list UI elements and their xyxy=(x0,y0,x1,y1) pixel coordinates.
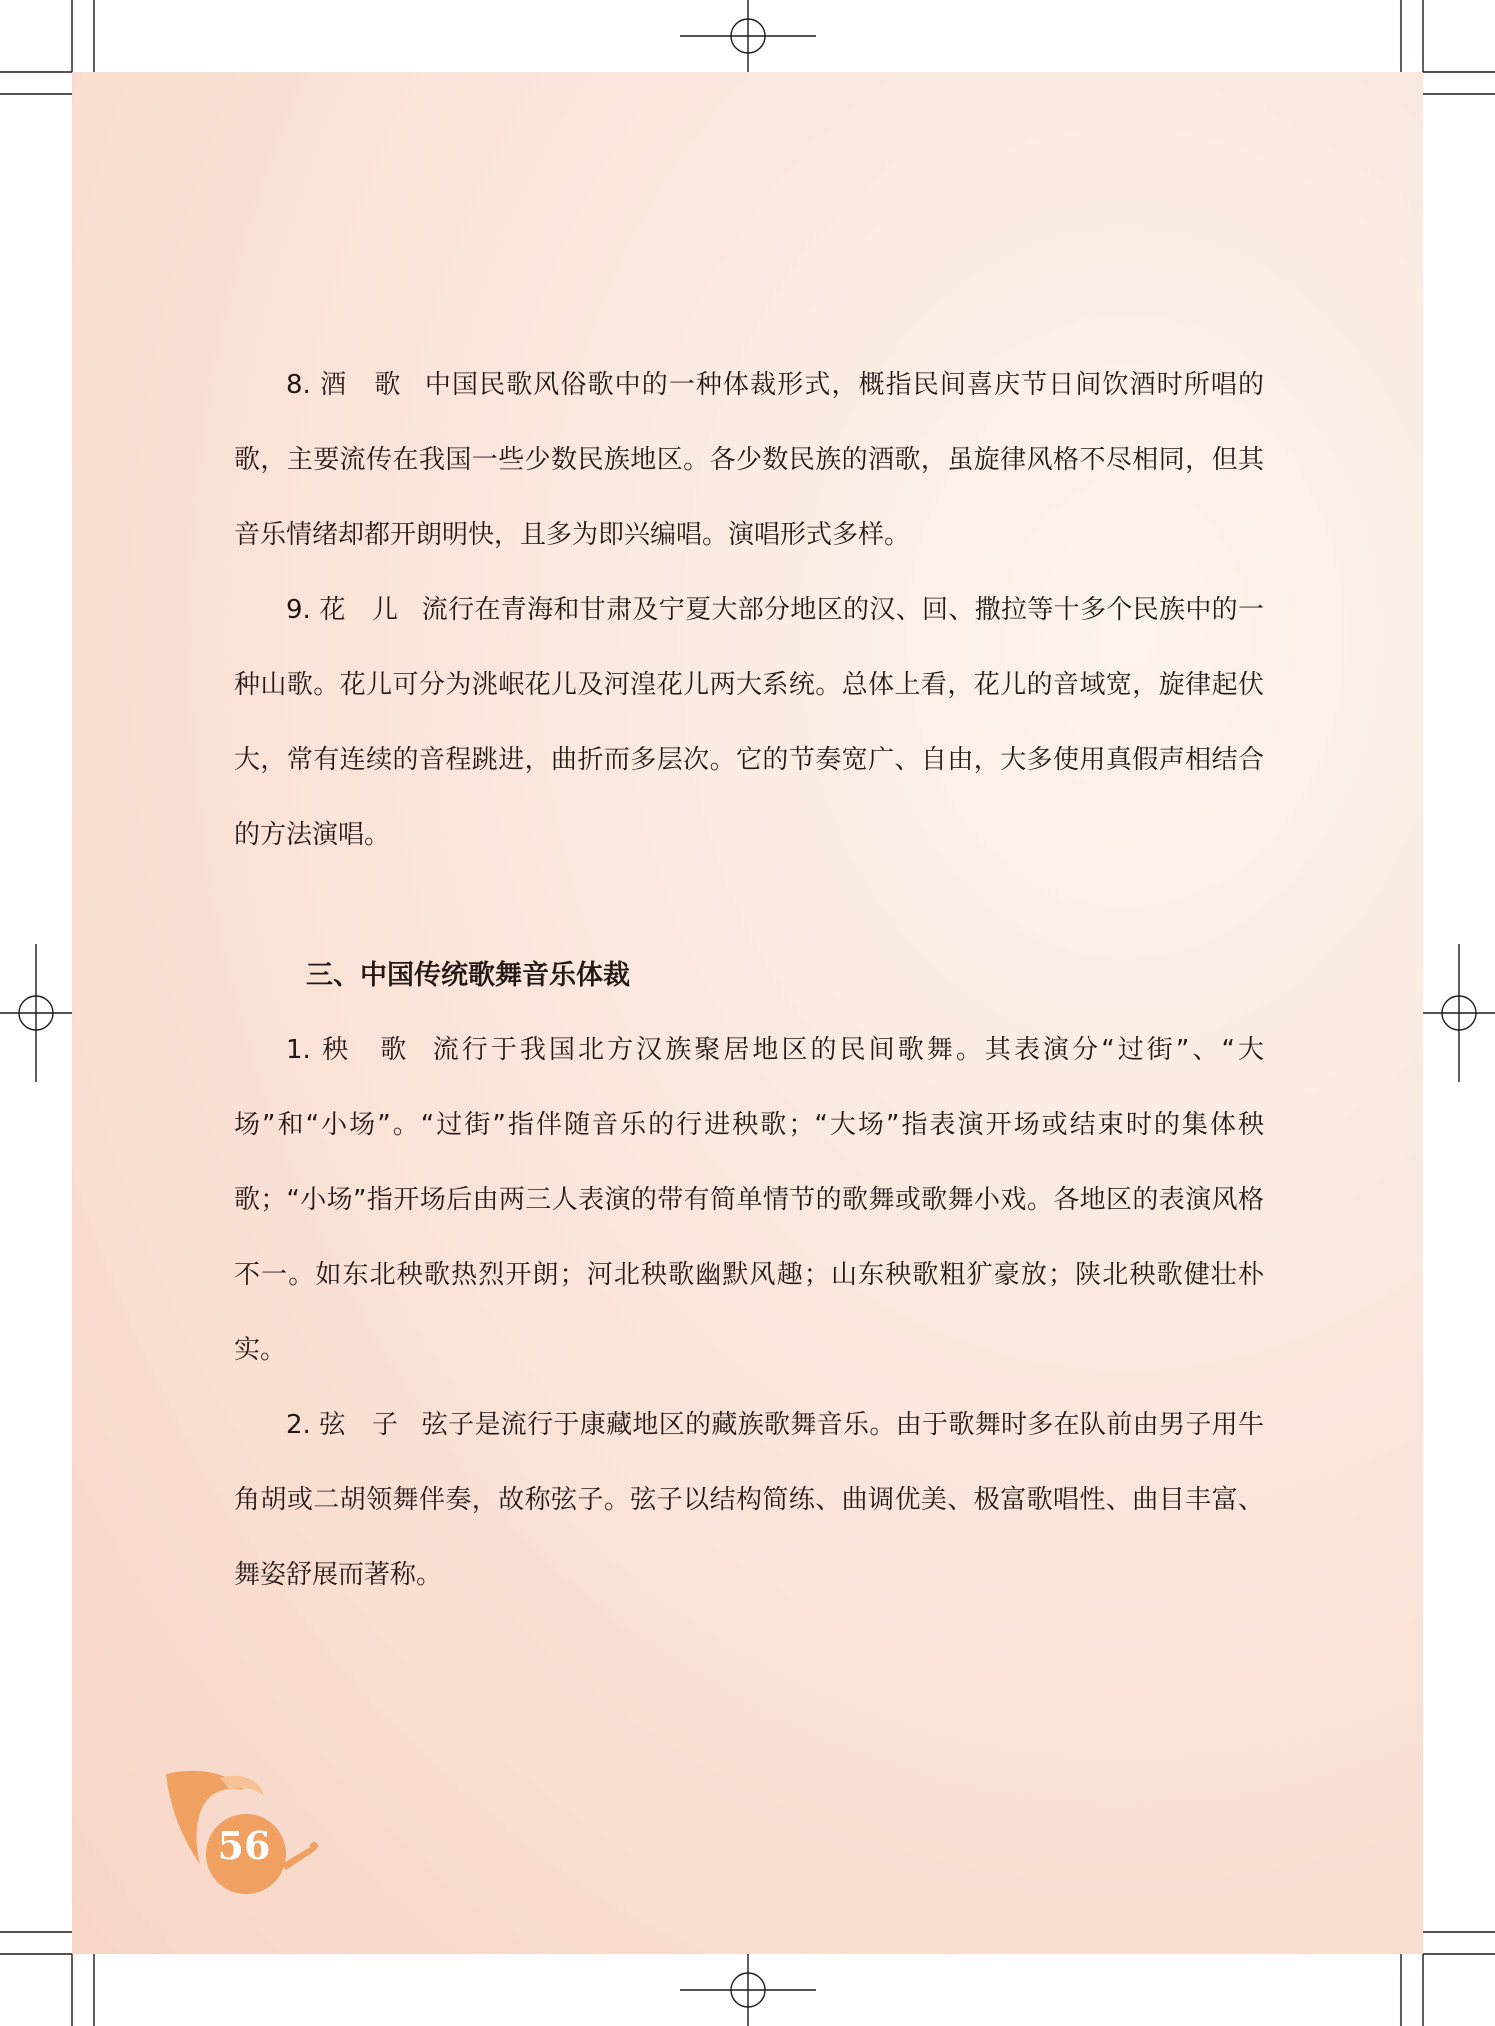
entry-lead: 9. 花 儿 xyxy=(286,595,399,625)
entry-text: 流行在青海和甘肃及宁夏大部分地区的汉、回、撒拉等十多个民族中的一种山歌。花儿可分为洮岷花儿及河湟花儿两大系统。总体上看，花儿的音域宽，旋律起伏大，常有连续的音程跳进，曲折而多层次。它的节奏宽广、自由，大多使用真假声相结合的方法演唱。 xyxy=(234,595,1264,850)
paragraph-huaer xyxy=(234,573,1264,873)
paragraph-jiuge xyxy=(234,348,1264,573)
body-text xyxy=(234,348,1264,1613)
entry-text: 流行于我国北方汉族聚居地区的民间歌舞。其表演分“过街”、“大场”和“小场”。“过街”指伴随音乐的行进秧歌；“大场”指表演开场或结束时的集体秧歌；“小场”指开场后由两三人表演的带有简单情节的歌舞或歌舞小戏。各地区的表演风格不一。如东北秧歌热烈开朗；河北秧歌幽默风趣；山东秧歌粗犷豪放；陕北秧歌健壮朴实。 xyxy=(234,1035,1264,1365)
registration-mark-icon xyxy=(1423,944,1495,1082)
crop-mark-icon xyxy=(1401,0,1495,94)
paragraph-xianzi xyxy=(234,1388,1264,1613)
crop-mark-icon xyxy=(1401,1932,1495,2026)
registration-mark-icon xyxy=(680,0,816,72)
entry-lead: 2. 弦 子 xyxy=(286,1410,399,1440)
entry-lead: 1. 秧 歌 xyxy=(286,1035,410,1065)
section-heading: 三、中国传统歌舞音乐体裁 xyxy=(306,960,630,991)
crop-mark-icon xyxy=(0,0,94,94)
entry-text: 弦子是流行于康藏地区的藏族歌舞音乐。由于歌舞时多在队前由男子用牛角胡或二胡领舞伴奏，故称弦子。弦子以结构简练、曲调优美、极富歌唱性、曲目丰富、舞姿舒展而著称。 xyxy=(234,1410,1264,1590)
registration-mark-icon xyxy=(680,1954,816,2026)
registration-mark-icon xyxy=(0,944,72,1082)
entry-text: 中国民歌风俗歌中的一种体裁形式，概指民间喜庆节日间饮酒时所唱的歌，主要流传在我国一些少数民族地区。各少数民族的酒歌，虽旋律风格不尽相同，但其音乐情绪却都开朗明快，且多为即兴编唱。演唱形式多样。 xyxy=(234,370,1264,550)
page-number: 56 xyxy=(217,1823,271,1868)
crop-mark-icon xyxy=(0,1932,94,2026)
paragraph-yangge xyxy=(234,1013,1264,1388)
entry-lead: 8. 酒 歌 xyxy=(286,370,402,400)
